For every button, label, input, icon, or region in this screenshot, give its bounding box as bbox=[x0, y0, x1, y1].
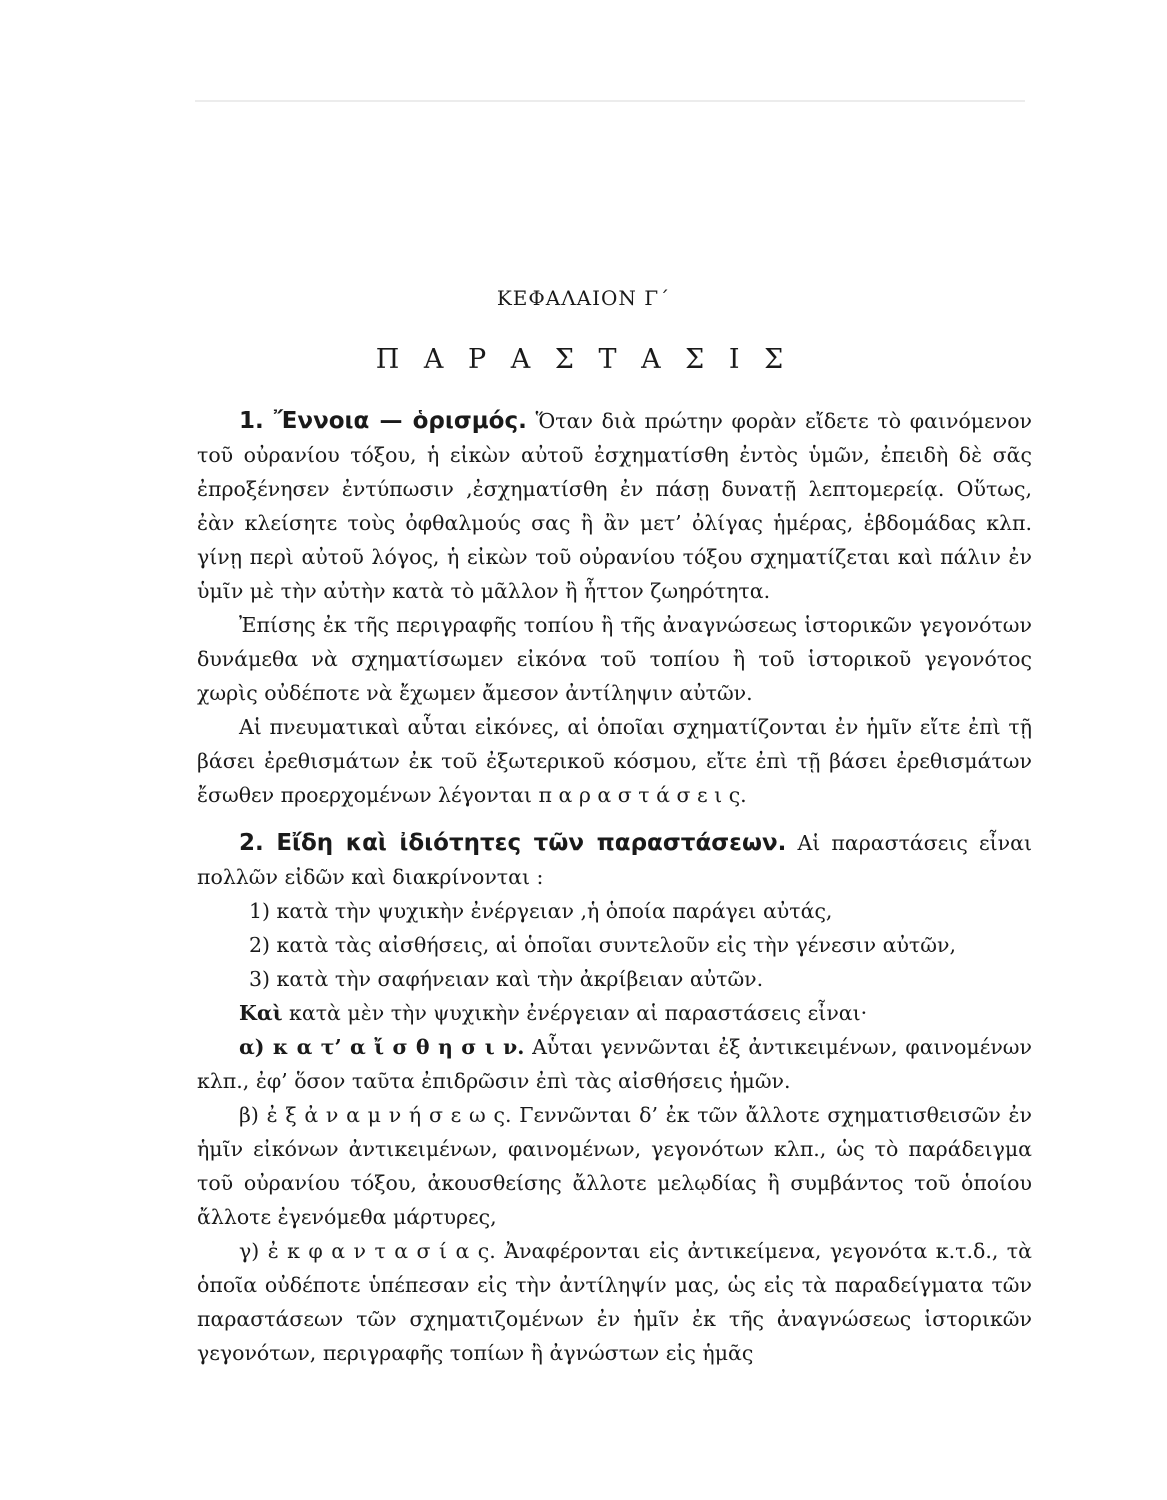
section1-paragraph3 bbox=[197, 710, 1032, 812]
section1-heading: 1. Ἔννοια — ὁρισμός. bbox=[239, 408, 527, 434]
intro-text: κατὰ μὲν τὴν ψυχικὴν ἐνέργειαν αἱ παραστάσεις εἶναι· bbox=[289, 1001, 868, 1025]
page-title: Π Α Ρ Α Σ Τ Α Σ Ι Σ bbox=[375, 344, 792, 375]
item-a-text: Αὗται γεννῶνται ἐξ ἀντικειμένων, φαινομένων κλπ., ἐφ’ ὅσον ταῦτα ἐπιδρῶσιν ἐπὶ τὰς αἰσθήσεις ἡμῶν. bbox=[197, 1035, 1032, 1093]
section2-paragraph1 bbox=[197, 826, 1032, 894]
bleed-through-rule bbox=[195, 100, 1025, 102]
item-b-label: β) ἐ ξ ἀ ν α μ ν ή σ ε ω ς. bbox=[239, 1103, 512, 1127]
item-c-text: Ἀναφέρονται εἰς ἀντικείμενα, γεγονότα κ.τ.δ., τὰ ὁποῖα οὐδέποτε ὑπέπεσαν εἰς τὴν ἀντίληψίν μας, ὡς εἰς τὰ παραδείγματα τῶν παραστάσεων τῶν σχηματιζομένων ἐν ἡμῖν ἐκ τῆς ἀναγνώσεως ἱστορικῶν γεγονότων, περιγραφῆς τοπίων ἢ ἀγνώστων εἰς ἡμᾶς bbox=[197, 1239, 1032, 1365]
list-item: 3) κατὰ τὴν σαφήνειαν καὶ τὴν ἀκρίβειαν αὐτῶν. bbox=[249, 967, 764, 991]
item-b-text: Γεννῶνται δ’ ἐκ τῶν ἄλλοτε σχηματισθεισῶν ἐν ἡμῖν εἰκόνων ἀντικειμένων, φαινομένων, γεγονότων κλπ., ὡς τὸ παράδειγμα τοῦ οὐρανίου τόξου, ἀκουσθείσης ἄλλοτε μελῳδίας ἢ συμβάντος τοῦ ὁποίου ἄλλοτε ἐγενόμεθα μάρτυρες, bbox=[197, 1103, 1032, 1229]
section1-p3-text: Αἱ πνευματικαὶ αὗται εἰκόνες, αἱ ὁποῖαι σχηματίζονται ἐν ἡμῖν εἴτε ἐπὶ τῇ βάσει ἐρεθισμάτων ἐκ τοῦ ἐξωτερικοῦ κόσμου, εἴτε ἐπὶ τῇ βάσει ἐρεθισμάτων ἔσωθεν προερχομένων λέγονται bbox=[197, 715, 1032, 807]
section2-intro bbox=[197, 996, 1032, 1030]
item-c bbox=[197, 1234, 1032, 1370]
item-c-label: γ) ἐ κ φ α ν τ α σ ί α ς. bbox=[239, 1239, 496, 1263]
body-text bbox=[197, 404, 1032, 1370]
list-item: 2) κατὰ τὰς αἰσθήσεις, αἱ ὁποῖαι συντελοῦν εἰς τὴν γένεσιν αὐτῶν, bbox=[249, 933, 956, 957]
section2-p1-text: Αἱ παραστάσεις εἶναι πολλῶν εἰδῶν καὶ διακρίνονται : bbox=[197, 831, 1032, 889]
item-b bbox=[197, 1098, 1032, 1234]
chapter-heading: ΚΕΦΑΛΑΙΟΝ Γ΄ bbox=[496, 286, 671, 310]
section1-paragraph1 bbox=[197, 404, 1032, 608]
item-a bbox=[197, 1030, 1032, 1098]
section1-p1-text: Ὅταν διὰ πρώτην φορὰν εἴδετε τὸ φαινόμενον τοῦ οὐρανίου τόξου, ἡ εἰκὼν αὐτοῦ ἐσχηματίσθη ἐντὸς ὑμῶν, ἐπειδὴ δὲ σᾶς ἐπροξένησεν ἐντύπωσιν ,ἐσχηματίσθη ἐν πάσῃ δυνατῇ λεπτομερείᾳ. Οὕτως, ἐὰν κλείσητε τοὺς ὀφθαλμούς σας ἢ ἂν μετ’ ὀλίγας ἡμέρας, ἑβδομάδας κλπ. γίνῃ περὶ αὐτοῦ λόγος, ἡ εἰκὼν τοῦ οὐρανίου τόξου σχηματίζεται καὶ πάλιν ἐν ὑμῖν μὲ τὴν αὐτὴν κατὰ τὸ μᾶλλον ἢ ἧττον ζωηρότητα. bbox=[197, 409, 1032, 603]
intro-bold-word: Καὶ bbox=[239, 1001, 283, 1025]
list-item: 1) κατὰ τὴν ψυχικὴν ἐνέργειαν ,ἡ ὁποία παράγει αὐτάς, bbox=[249, 899, 833, 923]
item-a-label: α) κ α τ’ α ἴ σ θ η σ ι ν. bbox=[239, 1035, 525, 1059]
section2-heading: 2. Εἴδη καὶ ἰδιότητες τῶν παραστάσεων. bbox=[239, 830, 787, 856]
section1-paragraph2: Ἐπίσης ἐκ τῆς περιγραφῆς τοπίου ἢ τῆς ἀναγνώσεως ἱστορικῶν γεγονότων δυνάμεθα νὰ σχηματίσωμεν εἰκόνα τοῦ τοπίου ἢ τοῦ ἱστορικοῦ γεγονότος χωρὶς οὐδέποτε νὰ ἔχωμεν ἄμεσον ἀντίληψιν αὐτῶν. bbox=[197, 613, 1032, 705]
section1-p3-term: π α ρ α σ τ ά σ ε ι ς. bbox=[538, 783, 747, 807]
